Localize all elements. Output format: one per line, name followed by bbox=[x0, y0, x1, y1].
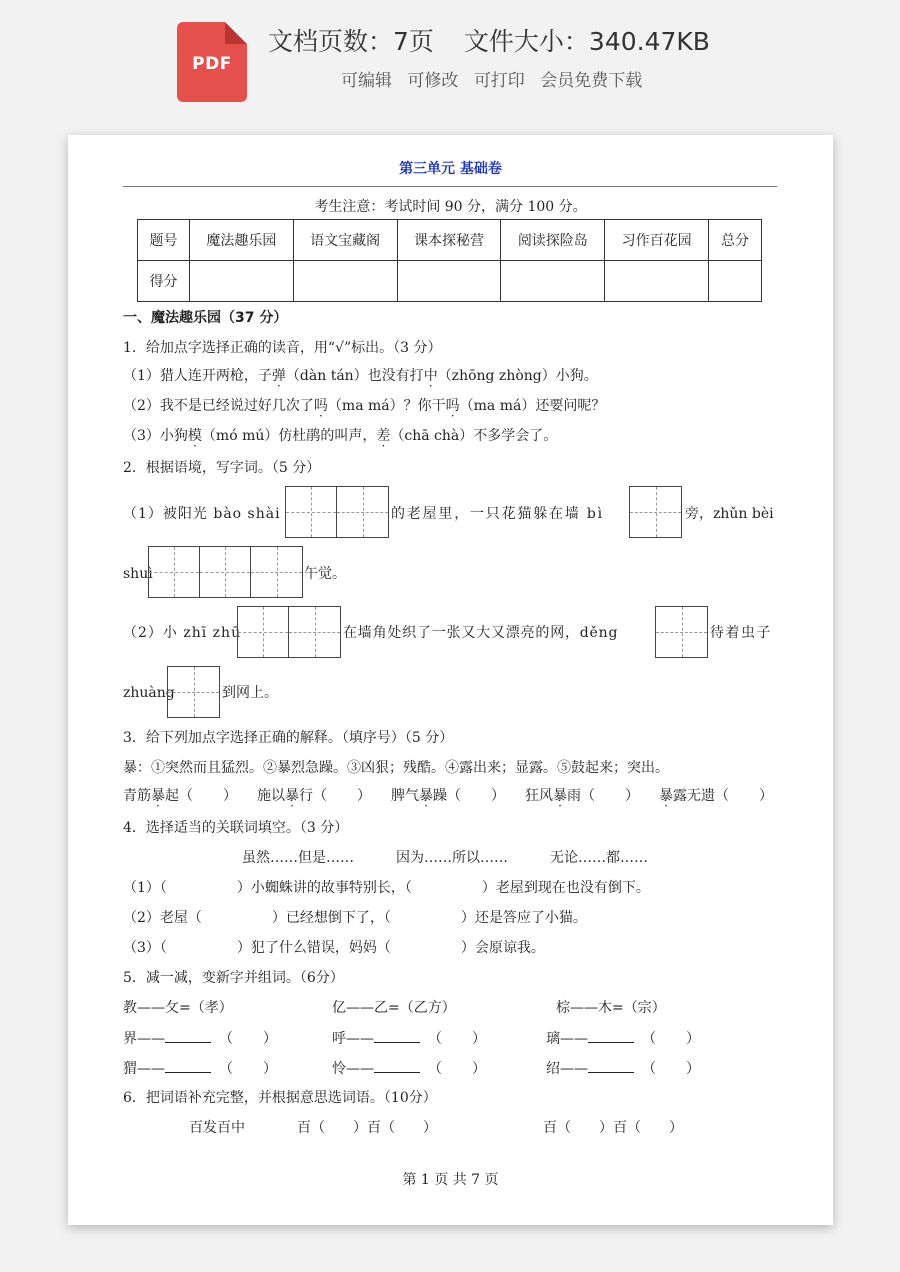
exam-notice: 考生注意：考试时间 90 分，满分 100 分。 bbox=[314, 199, 587, 215]
q4-option: 无论……都…… bbox=[550, 850, 648, 866]
q5-item: 璃—— （ ） bbox=[546, 1031, 700, 1047]
table-header: 习作百花园 bbox=[605, 220, 709, 261]
q3-word: 脾气暴躁（ ） bbox=[391, 788, 505, 804]
file-size: 文件大小：340.47KB bbox=[463, 27, 710, 56]
q6-word: 百（ ）百（ ） bbox=[297, 1120, 437, 1136]
q3-word: 青筋暴起（ ） bbox=[123, 788, 237, 804]
score-cell bbox=[397, 261, 501, 302]
writing-grid[interactable] bbox=[237, 606, 341, 658]
q5-item: 呼—— （ ） bbox=[332, 1031, 486, 1047]
score-cell bbox=[709, 261, 762, 302]
q6-word: 百（ ）百（ ） bbox=[543, 1120, 683, 1136]
score-cell bbox=[501, 261, 605, 302]
writing-grid[interactable] bbox=[655, 606, 708, 658]
question-1-line-1: （1）猎人连开两枪，子弹（dàn tán）也没有打中（zhōng zhòng）小狗。 bbox=[123, 368, 598, 384]
cap-modifiable: 可修改 bbox=[407, 71, 459, 91]
cap-member-download: 会员免费下载 bbox=[540, 71, 643, 91]
question-2-title: 2．根据语境，写字词。（5 分） bbox=[123, 460, 321, 476]
q2-text: 待着虫子 bbox=[710, 625, 772, 641]
table-header: 语文宝藏阁 bbox=[293, 220, 397, 261]
writing-grid[interactable] bbox=[148, 546, 303, 598]
question-1-line-2: （2）我不是已经说过好几次了吗（ma má）？你干吗（ma má）还要问呢？ bbox=[123, 398, 606, 414]
q4-option: 因为……所以…… bbox=[396, 850, 508, 866]
question-4-line-1: （1）（ ）小蜘蛛讲的故事特别长，（ ）老屋到现在也没有倒下。 bbox=[123, 880, 650, 896]
question-3-title: 3．给下列加点字选择正确的解释。（填序号）（5 分） bbox=[123, 730, 454, 746]
table-header: 题号 bbox=[138, 220, 190, 261]
question-4-title: 4．选择适当的关联词填空。（3 分） bbox=[123, 820, 349, 836]
q2-text: zhuàng bbox=[123, 685, 175, 701]
question-4-line-2: （2）老屋（ ）已经想倒下了，（ ）还是答应了小猫。 bbox=[123, 910, 587, 926]
question-1-title: 1．给加点字选择正确的读音，用“√”标出。（3 分） bbox=[123, 340, 442, 356]
score-table-header-row bbox=[138, 220, 762, 261]
table-header: 阅读探险岛 bbox=[501, 220, 605, 261]
page-title: 第三单元 基础卷 bbox=[399, 161, 502, 177]
q5-example: 教——攵=（孝） bbox=[123, 1000, 233, 1016]
table-header: 课本探秘营 bbox=[397, 220, 501, 261]
q2-text: 旁，zhǔn bèi bbox=[685, 506, 774, 522]
cap-printable: 可打印 bbox=[473, 71, 525, 91]
writing-grid[interactable] bbox=[285, 486, 389, 538]
page-footer: 第 1 页 共 7 页 bbox=[402, 1172, 499, 1188]
question-6-title: 6．把词语补充完整，并根据意思选词语。（10分） bbox=[123, 1090, 437, 1106]
q5-item: 猬—— （ ） bbox=[123, 1061, 277, 1077]
q5-item: 界—— （ ） bbox=[123, 1031, 277, 1047]
question-3-definitions: 暴：①突然而且猛烈。②暴烈急躁。③凶狠；残酷。④露出来；显露。⑤鼓起来；突出。 bbox=[123, 760, 669, 776]
page-count: 文档页数：7页 bbox=[268, 27, 434, 56]
q5-example: 亿——乙=（乙方） bbox=[332, 1000, 456, 1016]
question-5-title: 5．减一减，变新字并组词。（6分） bbox=[123, 970, 344, 986]
q3-word: 施以暴行（ ） bbox=[257, 788, 371, 804]
q2-text: （1）被阳光 bào shài bbox=[123, 506, 281, 522]
q4-option: 虽然……但是…… bbox=[242, 850, 354, 866]
section-heading: 一、魔法趣乐园（37 分） bbox=[123, 310, 288, 326]
q2-text: 到网上。 bbox=[222, 685, 278, 701]
download-banner bbox=[0, 0, 900, 130]
q5-item: 怜—— （ ） bbox=[332, 1061, 486, 1077]
q6-word: 百发百中 bbox=[189, 1120, 245, 1136]
score-cell bbox=[605, 261, 709, 302]
q5-example: 棕——木=（宗） bbox=[556, 1000, 666, 1016]
q2-text: 在墙角处织了一张又大又漂亮的网，děng bbox=[343, 625, 619, 641]
q2-text: （2）小 zhī zhū bbox=[123, 625, 242, 641]
document-page bbox=[68, 135, 833, 1225]
q3-word: 狂风暴雨（ ） bbox=[525, 788, 639, 804]
score-cell bbox=[293, 261, 397, 302]
writing-grid[interactable] bbox=[629, 486, 682, 538]
table-header: 魔法趣乐园 bbox=[189, 220, 293, 261]
score-table-score-row bbox=[138, 261, 762, 302]
file-info bbox=[268, 22, 740, 58]
q2-text: shuì bbox=[123, 566, 153, 582]
question-1-line-3: （3）小狗模（mó mú）仿杜鹃的叫声，差（chā chà）不多学会了。 bbox=[123, 428, 558, 444]
score-cell bbox=[189, 261, 293, 302]
pdf-icon-label: PDF bbox=[192, 54, 232, 74]
q2-text: 午觉。 bbox=[304, 566, 346, 582]
score-row-label: 得分 bbox=[138, 261, 190, 302]
table-header: 总分 bbox=[709, 220, 762, 261]
question-4-line-3: （3）（ ）犯了什么错误，妈妈（ ）会原谅我。 bbox=[123, 940, 545, 956]
score-table bbox=[137, 219, 762, 302]
pdf-file-icon bbox=[177, 22, 247, 102]
capabilities bbox=[341, 66, 652, 91]
title-divider bbox=[123, 186, 777, 187]
writing-grid[interactable] bbox=[167, 666, 220, 718]
q2-text: 的老屋里，一只花猫躲在墙 bì bbox=[391, 506, 604, 522]
cap-editable: 可编辑 bbox=[341, 71, 392, 91]
q3-word: 暴露无遗（ ） bbox=[659, 788, 773, 804]
q5-item: 绍—— （ ） bbox=[546, 1061, 700, 1077]
